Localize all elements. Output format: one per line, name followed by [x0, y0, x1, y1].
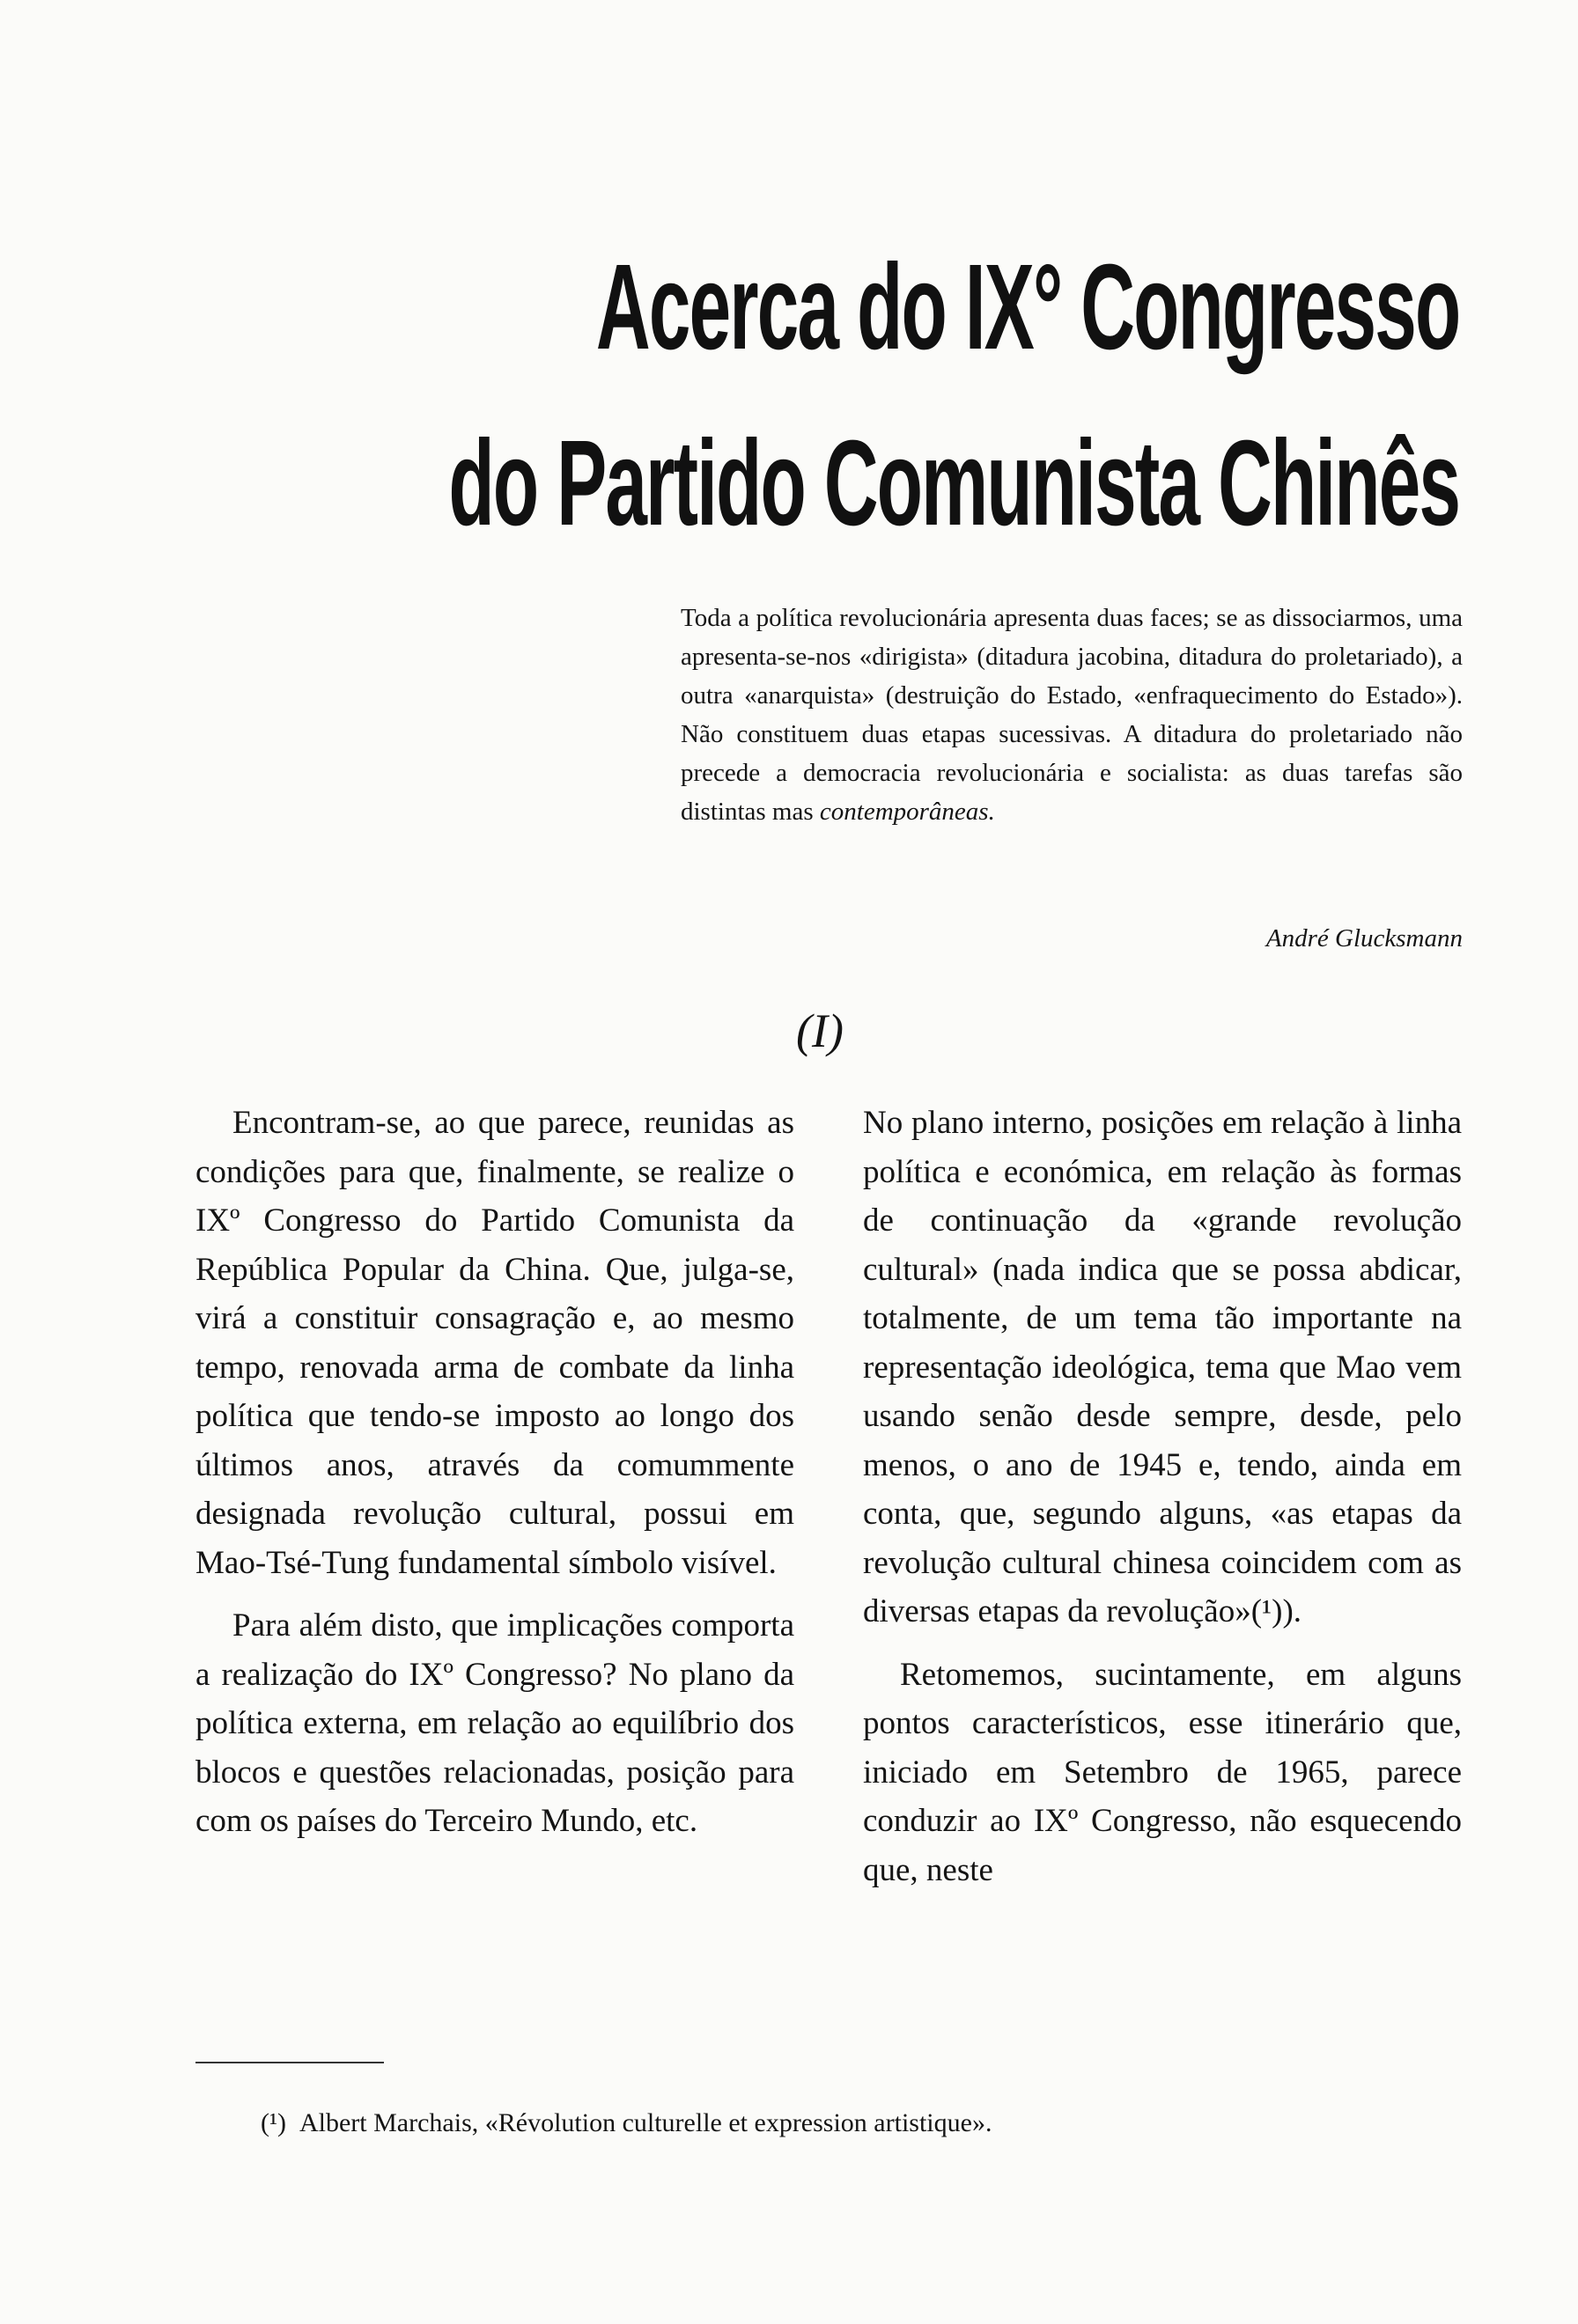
footnote-marker: (¹) [261, 2108, 286, 2137]
title-line-1: Acerca do IX° Congresso [595, 239, 1459, 375]
right-column [863, 1099, 1462, 1908]
right-paragraph-1-text: No plano interno, posições em relação à linha política e económica, em relação às formas de continuação da «grande revolução cultural» (nada indica que se possa abdicar, totalmente, de um tema tão importante na representação ideológica, tema que Mao vem usando senão desde sempre, desde, pelo menos, o ano de 1945 e, tendo, ainda em conta, que, segundo alguns, «as etapas da revolução cultural chinesa coincidem com as diversas etapas da revolução» [863, 1105, 1462, 1629]
epigraph [681, 599, 1463, 831]
left-column [195, 1099, 794, 1860]
right-paragraph-2: Retomemos, sucintamente, em alguns pontos característicos, esse itinerário que, iniciado em Setembro de 1965, parece conduzir ao IXº Congresso, não esquecendo que, neste [863, 1656, 1462, 1888]
epigraph-text: Toda a política revolucionária apresenta duas faces; se as dissociarmos, uma apresenta-se-nos «dirigista» (ditadura jacobina, ditadura do proletariado), a outra «anarquista» (destruição do Estado, «enfraquecimento do Estado»). Não constituem duas etapas sucessivas. A ditadura do proletariado não precede a democracia revolucionária e socialista: as duas tarefas são distintas mas [681, 604, 1463, 826]
footnote [261, 2108, 992, 2138]
right-paragraph-1 [863, 1099, 1462, 1636]
left-paragraph-1: Encontram-se, ao que parece, reunidas as condições para que, finalmente, se realize o IXº Congresso do Partido Comunista da República Popular da China. Que, julga-se, virá a constituir consagração e, ao mesmo tempo, renovada arma de combate da linha política que tendo-se imposto ao longo dos últimos anos, através da comummente designada revolução cultural, possui em Mao-Tsé-Tung fundamental símbolo visível. [195, 1105, 794, 1581]
epigraph-author: André Glucksmann [1265, 924, 1463, 952]
footnote-divider [195, 2062, 384, 2063]
epigraph-emphasis: contemporâneas. [819, 798, 995, 826]
footnote-reference: (¹)). [1250, 1593, 1302, 1629]
title-line-2: do Partido Comunista Chinês [448, 416, 1459, 551]
left-paragraph-2: Para além disto, que implicações comporta a realização do IXº Congresso? No plano da política externa, em relação ao equilíbrio dos blocos e questões relacionadas, posição para com os países do Terceiro Mundo, etc. [195, 1607, 794, 1839]
footnote-text: Albert Marchais, «Révolution culturelle et expression artistique». [299, 2108, 992, 2137]
section-number: (I) [796, 1004, 844, 1057]
